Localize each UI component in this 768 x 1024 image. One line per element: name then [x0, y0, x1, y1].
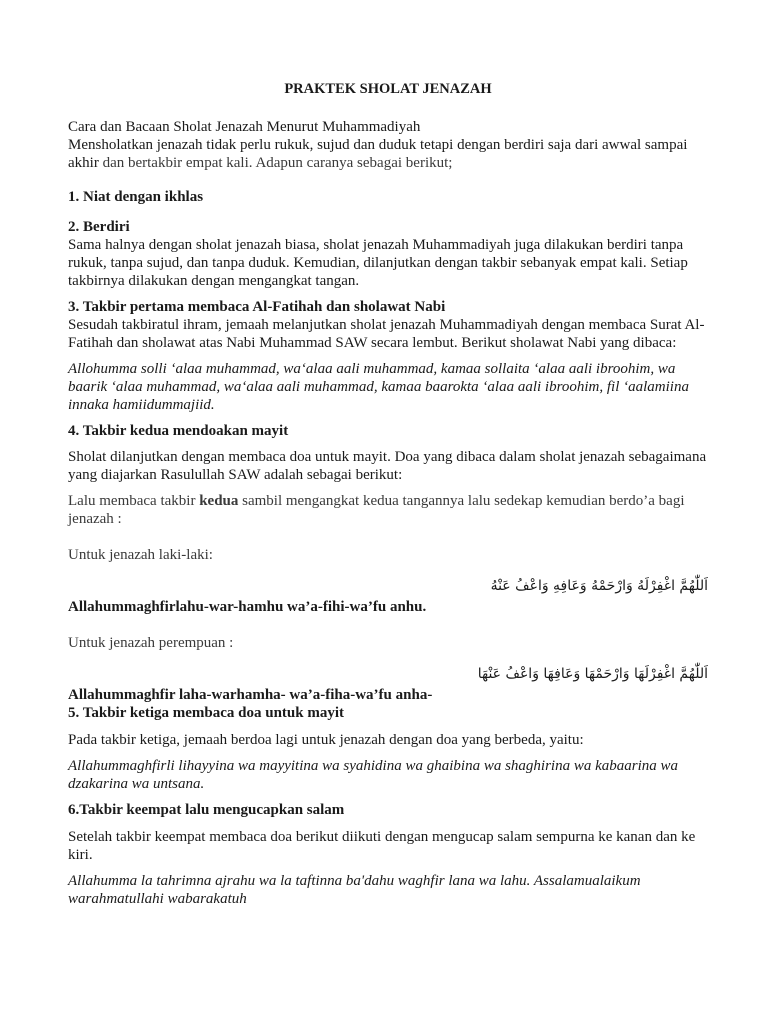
male-label: Untuk jenazah laki-laki:	[68, 547, 213, 563]
intro-paragraph	[68, 136, 708, 172]
section-5-prayer: Allahummaghfirli lihayyina wa mayyitina wa syahidina wa ghaibina wa shaghirina wa kabaarina wa dzakarina wa untsana.	[68, 758, 679, 792]
document-page	[68, 80, 708, 908]
section-5-body: Pada takbir ketiga, jemaah berdoa lagi untuk jenazah dengan doa yang berbeda, yaitu:	[68, 732, 584, 748]
section-3-body: Sesudah takbiratul ihram, jemaah melanjutkan sholat jenazah Muhammadiyah dengan membaca Surat Al-Fatihah dan sholawat atas Nabi Muhammad SAW secara lembut. Berikut sholawat Nabi yang dibaca:	[68, 317, 705, 351]
section-4-body: Sholat dilanjutkan dengan membaca doa untuk mayit. Doa yang dibaca dalam sholat jenazah sebagaimana yang diajarkan Rasulullah SAW adalah sebagai berikut:	[68, 449, 707, 483]
section-6-heading: 6.Takbir keempat lalu mengucapkan salam	[68, 802, 345, 818]
section-6-body: Setelah takbir keempat membaca doa berikut diikuti dengan mengucap salam sempurna ke kanan dan ke kiri.	[68, 829, 696, 863]
instruction-bold: kedua	[199, 493, 239, 509]
section-4-instruction	[68, 492, 708, 528]
section-4-heading: 4. Takbir kedua mendoakan mayit	[68, 423, 289, 439]
section-5-heading: 5. Takbir ketiga membaca doa untuk mayit	[68, 705, 345, 721]
male-arabic-prayer: اَللّٰهُمَّ اغْفِرْلَهُ وَارْحَمْهُ وَعَافِهِ وَاعْفُ عَنْهُ	[490, 578, 708, 594]
female-latin-prayer: Allahummaghfir laha-warhamha- wa’a-fiha-wa’fu anha-	[68, 687, 433, 703]
page-title: PRAKTEK SHOLAT JENAZAH	[284, 81, 492, 97]
intro-akhir: akhir	[68, 155, 99, 171]
male-latin-prayer: Allahummaghfirlahu-war-hamhu wa’a-fihi-wa’fu anhu.	[68, 599, 427, 615]
instruction-pre: Lalu membaca takbir	[68, 493, 200, 509]
section-1-heading: 1. Niat dengan ikhlas	[68, 189, 204, 205]
intro-line1: Mensholatkan jenazah tidak perlu rukuk, sujud dan duduk tetapi dengan berdiri saja dari awwal sampai	[68, 137, 688, 153]
female-arabic-prayer: اَللّٰهُمَّ اغْفِرْلَهَا وَارْحَمْهَا وَعَافِهَا وَاعْفُ عَنْهَا	[477, 666, 708, 682]
section-3-heading: 3. Takbir pertama membaca Al-Fatihah dan sholawat Nabi	[68, 299, 446, 315]
section-3-prayer: Allohumma solli ‘alaa muhammad, wa‘alaa aali muhammad, kamaa sollaita ‘alaa aali ibroohim, wa baarik ‘alaa muhammad, wa‘alaa aali muhammad, kamaa baarokta ‘alaa aali ibroohim, fil ‘aalamiina innaka hamiidummajiid.	[68, 361, 689, 413]
female-label: Untuk jenazah perempuan :	[68, 635, 234, 651]
instruction-post: sambil mengangkat kedua tangannya lalu sedekap kemudian berdo’a bagi jenazah :	[68, 493, 685, 527]
section-2-body: Sama halnya dengan sholat jenazah biasa, sholat jenazah Muhammadiyah juga dilakukan berdiri tanpa rukuk, tanpa sujud, dan tanpa duduk. Kemudian, dilanjutkan dengan takbir sebanyak empat kali. Setiap takbirnya dilakukan dengan mengangkat tangan.	[68, 237, 688, 289]
section-6-prayer: Allahumma la tahrimna ajrahu wa la taftinna ba'dahu waghfir lana wa lahu. Assalamualaikum warahmatullahi wabarakatuh	[68, 873, 641, 907]
section-2-heading: 2. Berdiri	[68, 219, 130, 235]
intro-subtitle: Cara dan Bacaan Sholat Jenazah Menurut Muhammadiyah	[68, 119, 421, 135]
intro-line2: dan bertakbir empat kali. Adapun caranya sebagai berikut;	[98, 155, 453, 171]
